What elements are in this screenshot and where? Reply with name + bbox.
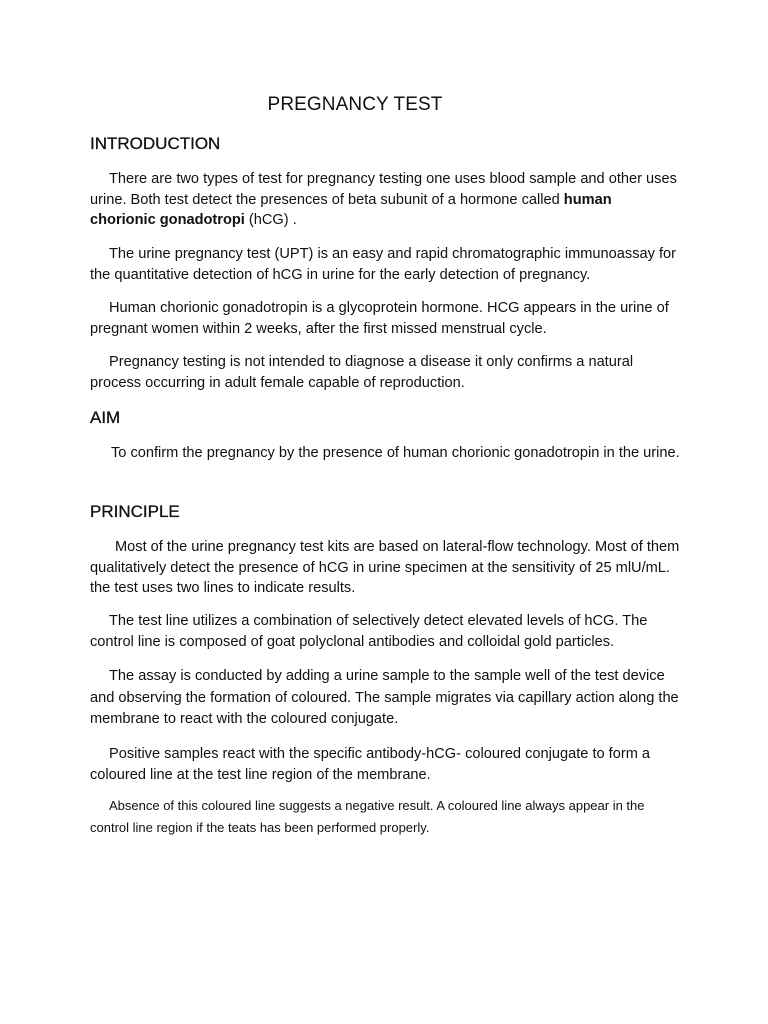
intro-paragraph-4: [90, 352, 680, 393]
intro-paragraph-2: [90, 244, 680, 285]
principle-p3-text: The assay is conducted by adding a urine sample to the sample well of the test device and observing the formation of coloured. The sample migrates via capillary action along the membrane to react with the coloured conjugate.: [90, 668, 679, 727]
intro-p1-bold-term: human chorionic gonadotropi: [90, 191, 612, 228]
intro-paragraph-1: [90, 169, 680, 231]
intro-p4-text: Pregnancy testing is not intended to diagnose a disease it only confirms a natural process occurring in adult female capable of reproduction.: [90, 354, 634, 391]
heading-aim: AIM: [90, 408, 121, 427]
aim-paragraph: [90, 442, 680, 465]
principle-paragraph-2: [90, 611, 680, 652]
page-title-text: PREGNANCY TEST: [267, 94, 443, 115]
principle-p1-text: Most of the urine pregnancy test kits are based on lateral-flow technology. Most of them qualitatively detect the presence of hCG in urine specimen at the sensitivity of 25 mlU/mL. the test uses two lines to indicate results.: [90, 539, 680, 596]
principle-paragraph-4: [90, 744, 680, 785]
intro-p1-tail: (hCG) .: [244, 212, 297, 228]
intro-p1-text: There are two types of test for pregnancy testing one uses blood sample and other uses urine. Both test detect the presences of beta subunit of a hormone called: [90, 171, 677, 208]
principle-paragraph-5: [90, 795, 680, 839]
principle-p2-text: The test line utilizes a combination of selectively detect elevated levels of hCG. The control line is composed of goat polyclonal antibodies and colloidal gold particles.: [90, 613, 648, 650]
principle-paragraph-1: [90, 537, 680, 599]
heading-introduction: INTRODUCTION: [90, 134, 221, 153]
intro-p2-text: The urine pregnancy test (UPT) is an easy and rapid chromatographic immunoassay for the quantitative detection of hCG in urine for the early detection of pregnancy.: [90, 246, 676, 283]
page-title: [0, 94, 768, 116]
principle-p5-text: Absence of this coloured line suggests a negative result. A coloured line always appear in the control line region if the teats has been performed properly.: [90, 798, 645, 835]
aim-p1-text: To confirm the pregnancy by the presence of human chorionic gonadotropin in the urine.: [111, 445, 680, 461]
intro-p3-text: Human chorionic gonadotropin is a glycoprotein hormone. HCG appears in the urine of pregnant women within 2 weeks, after the first missed menstrual cycle.: [90, 300, 669, 337]
heading-principle: PRINCIPLE: [90, 502, 180, 521]
principle-paragraph-3: [90, 666, 680, 731]
intro-paragraph-3: [90, 298, 680, 339]
principle-p4-text: Positive samples react with the specific antibody-hCG- coloured conjugate to form a coloured line at the test line region of the membrane.: [90, 746, 651, 783]
